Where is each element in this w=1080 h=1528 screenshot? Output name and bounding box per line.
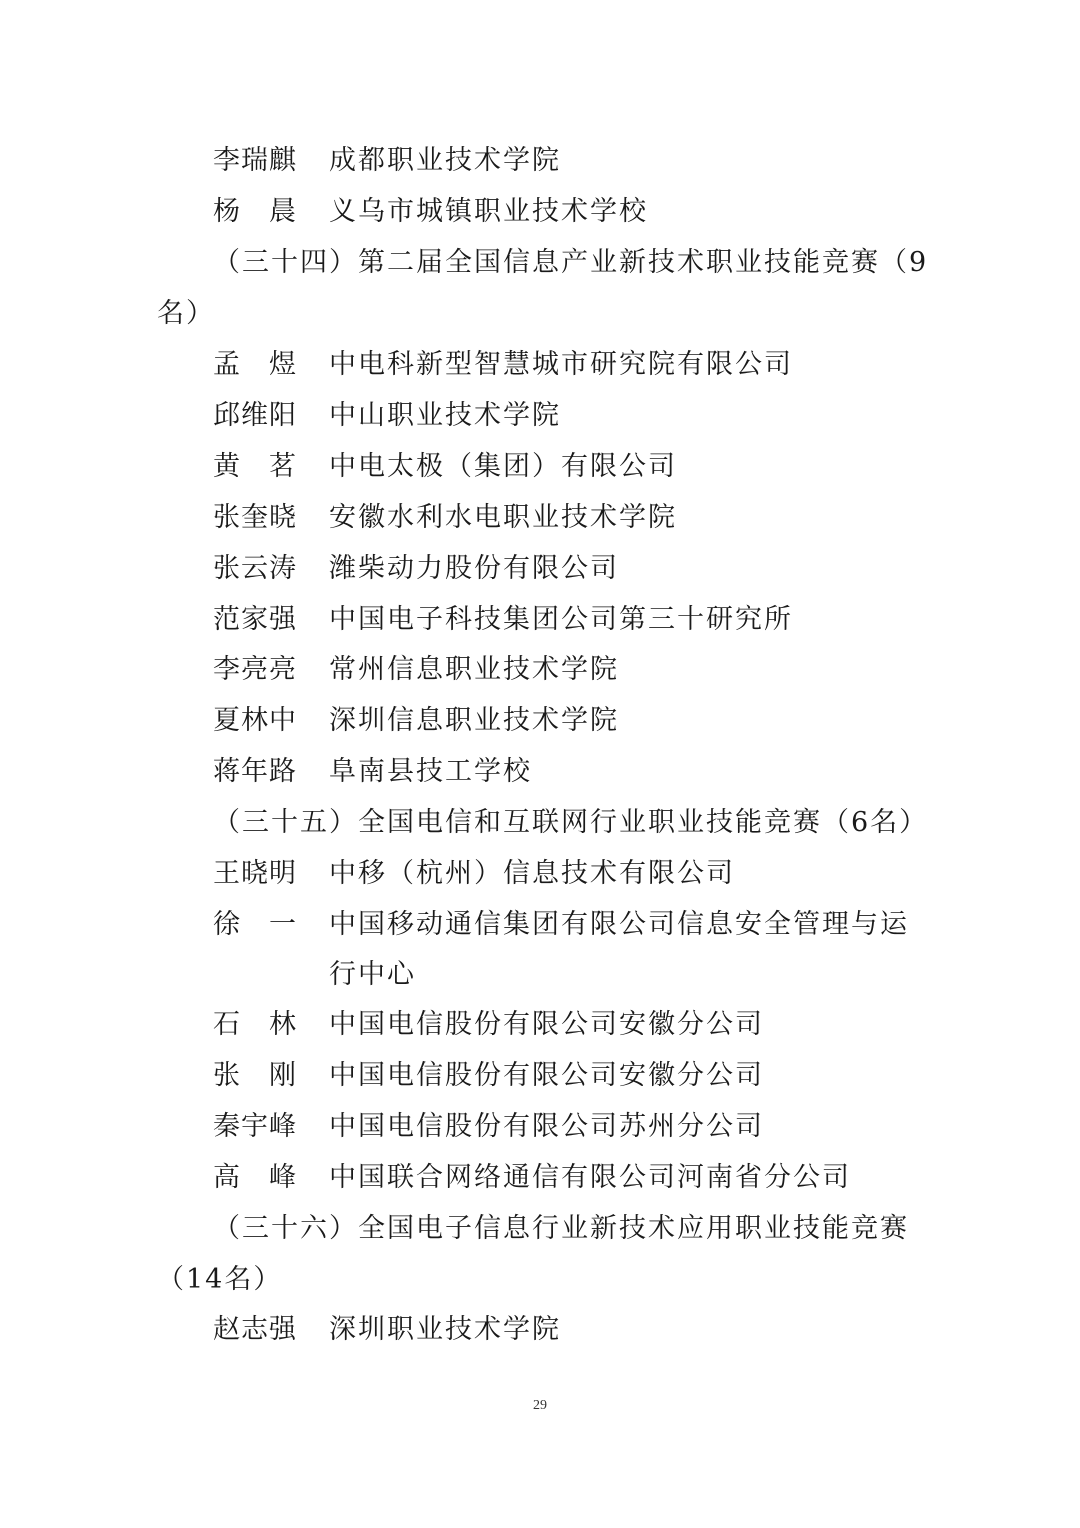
organization: 中国联合网络通信有限公司河南省分公司	[329, 1162, 851, 1193]
list-item	[213, 701, 619, 741]
organization: 中山职业技术学院	[329, 400, 561, 431]
list-item	[213, 752, 532, 792]
person-name: 范家强	[213, 604, 297, 635]
organization: 阜南县技工学校	[329, 756, 532, 787]
person-name: 高 峰	[213, 1162, 297, 1193]
list-item	[213, 396, 561, 436]
organization: 深圳信息职业技术学院	[329, 705, 619, 736]
section-heading: （三十五）全国电信和互联网行业职业技能竞赛（6名）	[213, 807, 929, 838]
list-item	[213, 345, 793, 385]
organization: 中国移动通信集团有限公司信息安全管理与运	[329, 909, 909, 940]
person-name: 张奎晓	[213, 502, 297, 533]
person-name: 李亮亮	[213, 654, 297, 685]
list-item	[213, 549, 619, 589]
list-item	[213, 1005, 764, 1045]
person-name: 石 林	[213, 1009, 297, 1040]
organization: 深圳职业技术学院	[329, 1314, 561, 1345]
list-item	[213, 447, 677, 487]
person-name: 张云涛	[213, 553, 297, 584]
organization: 中国电信股份有限公司安徽分公司	[329, 1060, 764, 1091]
list-item	[213, 1158, 851, 1198]
list-item	[213, 905, 909, 945]
section-heading: （三十四）第二届全国信息产业新技术职业技能竞赛（9	[213, 247, 929, 278]
list-item	[213, 1310, 561, 1350]
list-item	[213, 498, 677, 538]
organization: 中国电信股份有限公司安徽分公司	[329, 1009, 764, 1040]
organization: 中电科新型智慧城市研究院有限公司	[329, 349, 793, 380]
person-name: 夏林中	[213, 705, 297, 736]
organization: 中国电子科技集团公司第三十研究所	[329, 604, 793, 635]
organization: 中移（杭州）信息技术有限公司	[329, 858, 735, 889]
organization: 成都职业技术学院	[329, 145, 561, 176]
organization: 常州信息职业技术学院	[329, 654, 619, 685]
organization: 中国电信股份有限公司苏州分公司	[329, 1111, 764, 1142]
organization: 安徽水利水电职业技术学院	[329, 502, 677, 533]
list-item	[213, 600, 793, 640]
person-name: 蒋年路	[213, 756, 297, 787]
person-name: 秦宇峰	[213, 1111, 297, 1142]
organization: 潍柴动力股份有限公司	[329, 553, 619, 584]
page-number: 29	[533, 1398, 547, 1413]
person-name: 李瑞麒	[213, 145, 297, 176]
person-name: 邱维阳	[213, 400, 297, 431]
section-heading-continuation: （14名）	[157, 1264, 283, 1295]
person-name: 黄 茗	[213, 451, 297, 482]
person-name: 杨 晨	[213, 196, 297, 227]
list-item	[213, 141, 561, 181]
list-item	[213, 192, 648, 232]
person-name: 徐 一	[213, 909, 297, 940]
list-item	[213, 1107, 764, 1147]
organization-continuation: 行中心	[329, 959, 416, 990]
list-item	[213, 854, 735, 894]
organization: 义乌市城镇职业技术学校	[329, 196, 648, 227]
person-name: 孟 煜	[213, 349, 297, 380]
organization: 中电太极（集团）有限公司	[329, 451, 677, 482]
section-heading: （三十六）全国电子信息行业新技术应用职业技能竞赛	[213, 1213, 909, 1244]
person-name: 张 刚	[213, 1060, 297, 1091]
person-name: 赵志强	[213, 1314, 297, 1345]
person-name: 王晓明	[213, 858, 297, 889]
section-heading-continuation: 名）	[157, 298, 215, 329]
list-item	[213, 1056, 764, 1096]
list-item	[213, 650, 619, 690]
